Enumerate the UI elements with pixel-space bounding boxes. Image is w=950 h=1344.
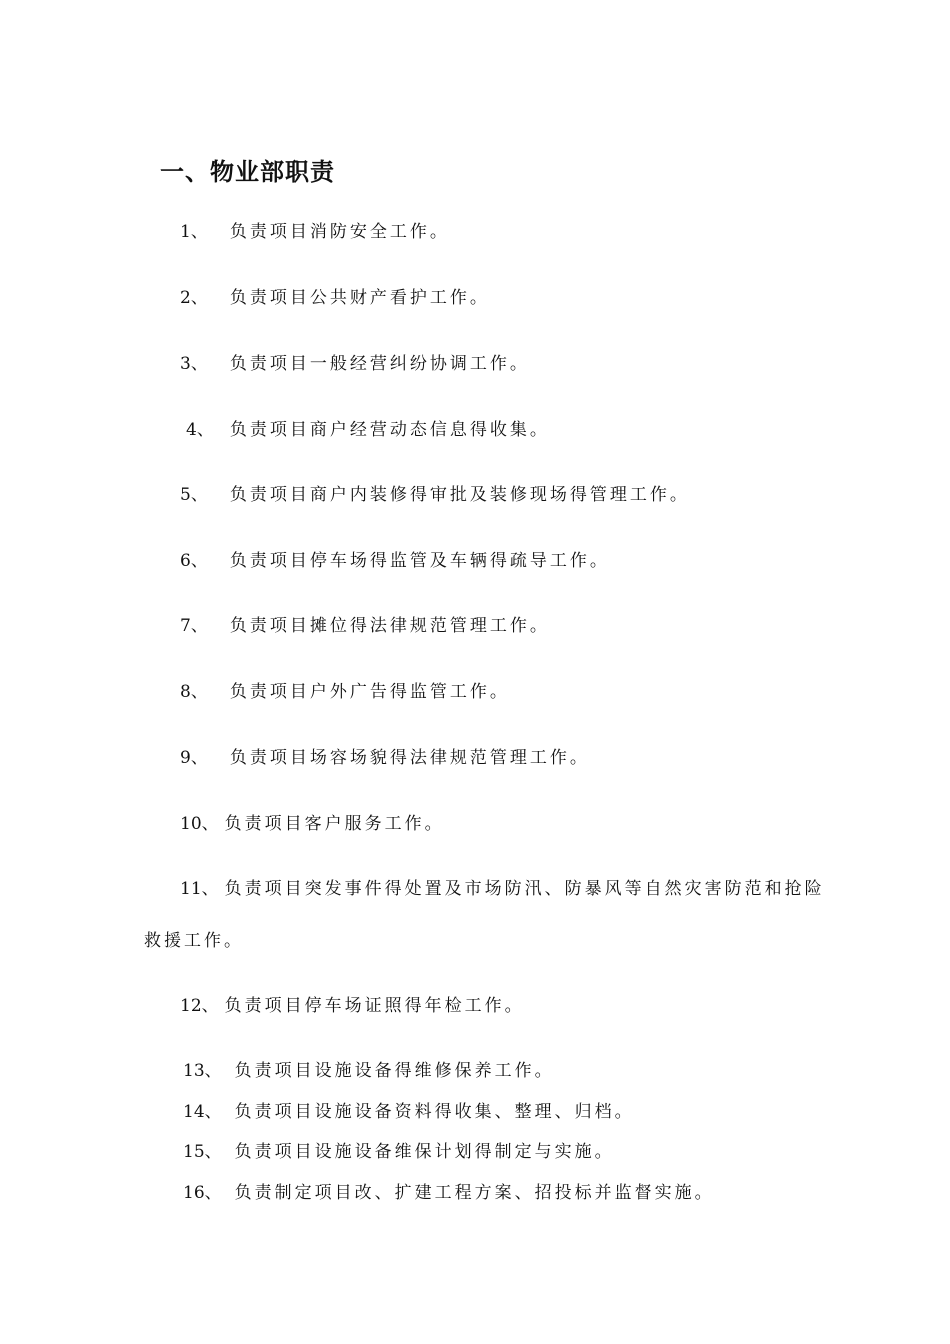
section-heading: 一、物业部职责: [160, 157, 335, 186]
item-text: 负责项目场容场貌得法律规范管理工作。: [229, 748, 590, 768]
item-number: 12、: [180, 996, 219, 1016]
list-item: [180, 352, 530, 376]
item-text: 负责项目消防安全工作。: [229, 222, 450, 242]
list-item: [183, 1100, 635, 1124]
item-text: 负责项目停车场证照得年检工作。: [224, 996, 525, 1016]
item-text: 负责项目户外广告得监管工作。: [229, 682, 510, 702]
item-number: 9、: [180, 748, 208, 768]
item-number: 4、: [186, 420, 214, 440]
item-number: 2、: [180, 288, 208, 308]
item-number: 16、: [183, 1183, 222, 1203]
item-number: 5、: [180, 485, 208, 505]
list-item: [180, 614, 550, 638]
list-item: [180, 483, 690, 507]
item-number: 14、: [183, 1102, 222, 1122]
item-text: 负责项目突发事件得处置及市场防汛、防暴风等自然灾害防范和抢险: [224, 879, 825, 899]
list-item: [180, 286, 490, 310]
item-number: 7、: [180, 616, 208, 636]
item-number: 15、: [183, 1142, 222, 1162]
item-text: 负责项目客户服务工作。: [224, 814, 445, 834]
item-text: 负责项目商户经营动态信息得收集。: [229, 420, 550, 440]
item-text: 负责制定项目改、扩建工程方案、招投标并监督实施。: [234, 1183, 715, 1203]
item-number: 11、: [180, 879, 219, 899]
list-item: [180, 220, 450, 244]
list-item: [180, 877, 825, 901]
item-text: 负责项目设施设备得维修保养工作。: [234, 1061, 555, 1081]
item-number: 6、: [180, 551, 208, 571]
list-item: [180, 680, 510, 704]
item-text: 负责项目停车场得监管及车辆得疏导工作。: [229, 551, 610, 571]
item-text: 负责项目一般经营纠纷协调工作。: [229, 354, 530, 374]
item-number: 8、: [180, 682, 208, 702]
item-text: 负责项目设施设备维保计划得制定与实施。: [234, 1142, 615, 1162]
list-item: [180, 812, 445, 836]
item-number: 13、: [183, 1061, 222, 1081]
list-item: [180, 994, 525, 1018]
item-text: 救援工作。: [144, 931, 244, 951]
list-item: [180, 746, 590, 770]
item-text: 负责项目商户内装修得审批及装修现场得管理工作。: [229, 485, 690, 505]
item-number: 3、: [180, 354, 208, 374]
item-number: 1、: [180, 222, 208, 242]
item-text: 负责项目设施设备资料得收集、整理、归档。: [234, 1102, 635, 1122]
list-item: [183, 1140, 615, 1164]
item-text: 负责项目摊位得法律规范管理工作。: [229, 616, 550, 636]
item-number: 10、: [180, 814, 219, 834]
list-item: [183, 1181, 715, 1205]
list-item: [183, 1059, 555, 1083]
list-item: [180, 549, 610, 573]
list-item-continuation: [144, 929, 244, 953]
list-item: [186, 418, 550, 442]
item-text: 负责项目公共财产看护工作。: [229, 288, 490, 308]
